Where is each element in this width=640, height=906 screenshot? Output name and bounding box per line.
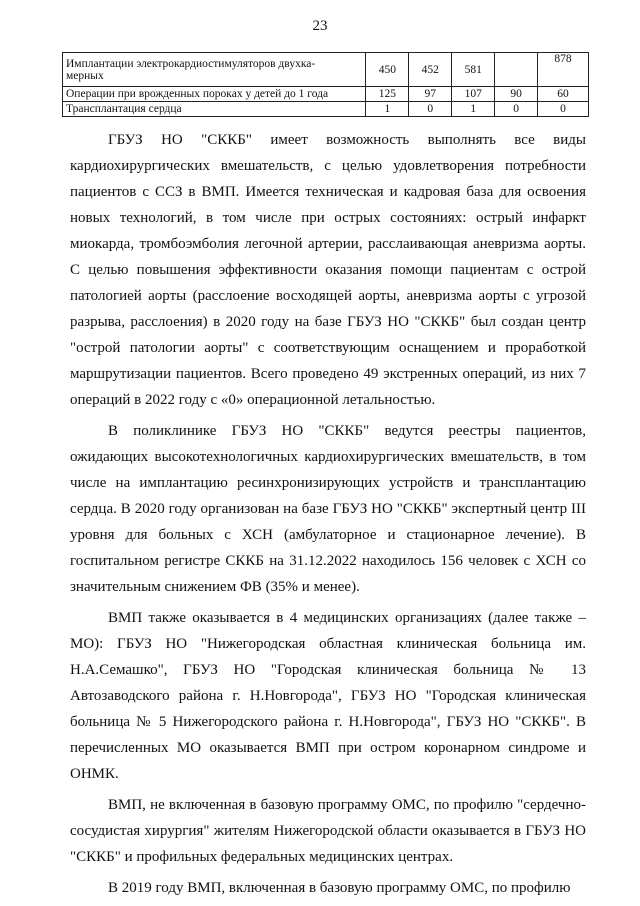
table-cell: 1 — [452, 102, 495, 117]
table-row — [63, 53, 589, 87]
table-cell: 0 — [409, 102, 452, 117]
paragraph: ВМП также оказывается в 4 медицинских организациях (далее также – МО): ГБУЗ НО "Нижегородская областная клиническая больница им. Н.А.Семашко", ГБУЗ НО "Городская клиническая больница № 13 Автозаводского района г. Н.Новгорода", ГБУЗ НО "Городская клиническая больница № 5 Нижегородского района г. Н.Новгорода", ГБУЗ НО "СККБ". В перечисленных МО оказывается ВМП при остром коронарном синдроме и ОНМК. — [70, 610, 586, 782]
table-row — [63, 87, 589, 102]
paragraph: В 2019 году ВМП, включенная в базовую программу ОМС, по профилю — [108, 880, 571, 896]
table-cell: 452 — [409, 53, 452, 87]
table-cell: 107 — [452, 87, 495, 102]
paragraph: ВМП, не включенная в базовую программу ОМС, по профилю "сердечно-сосудистая хирургия" жителям Нижегородской области оказывается в ГБУЗ НО "СККБ" и профильных федеральных медицинских центрах. — [70, 797, 586, 865]
table-cell — [495, 53, 538, 87]
page-number: 23 — [312, 18, 328, 34]
table-row — [63, 102, 589, 117]
table-cell-name: Имплантации электрокардиостимуляторов двухка- мерных — [63, 53, 366, 87]
table-cell: 450 — [366, 53, 409, 87]
table-cell: 0 — [495, 102, 538, 117]
table-cell: 1 — [366, 102, 409, 117]
table-cell: 0 — [538, 102, 589, 117]
table-cell: 581 — [452, 53, 495, 87]
table-cell: 125 — [366, 87, 409, 102]
table-cell: 60 — [538, 87, 589, 102]
body-text — [70, 127, 586, 906]
table-cell: 90 — [495, 87, 538, 102]
statistics-table — [62, 52, 589, 117]
table-cell: 97 — [409, 87, 452, 102]
paragraph: ГБУЗ НО "СККБ" имеет возможность выполнять все виды кардиохирургических вмешательств, с целью удовлетворения потребности пациентов с ССЗ в ВМП. Имеется техническая и кадровая база для освоения новых технологий, в том числе при острых состояниях: острый инфаркт миокарда, тромбоэмболия легочной артерии, расслаивающая аневризма аорты. С целью повышения эффективности оказания помощи пациентам с острой патологией аорты (расслоение восходящей аорты, аневризма аорты с угрозой разрыва, расслоения) в 2020 году на базе ГБУЗ НО "СККБ" был создан центр "острой патологии аорты" с соответствующим оснащением и проработкой маршрутизации пациентов. Всего проведено 49 экстренных операций, из них 7 операций в 2022 году с «0» операционной летальностью. — [70, 132, 586, 408]
table-cell-name: Трансплантация сердца — [63, 102, 366, 117]
table-cell-name: Операции при врожденных пороках у детей до 1 года — [63, 87, 366, 102]
table-cell: 878 — [538, 53, 589, 87]
paragraph: В поликлинике ГБУЗ НО "СККБ" ведутся реестры пациентов, ожидающих высокотехнологичных кардиохирургических вмешательств, в том числе на имплантацию ресинхронизирующих устройств и трансплантацию сердца. В 2020 году организован на базе ГБУЗ НО "СККБ" экспертный центр III уровня для больных с ХСН (амбулаторное и стационарное лечение). В госпитальном регистре СККБ на 31.12.2022 находилось 156 человек с ХСН со значительным снижением ФВ (35% и менее). — [70, 423, 586, 595]
